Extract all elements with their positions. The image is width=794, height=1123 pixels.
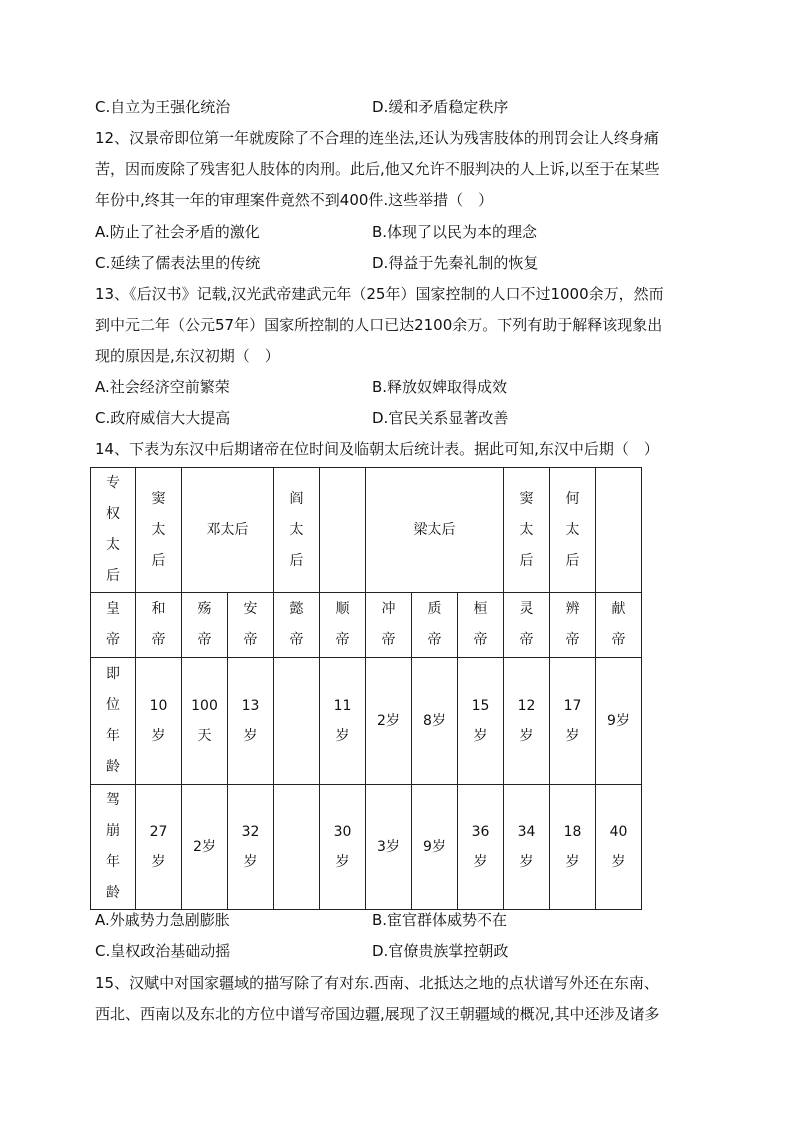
cell-text: 即 [106,666,120,682]
cell-text: 岁 [335,728,350,744]
cell-text: 权 [106,506,120,522]
accession-age [504,658,550,785]
q12-line-3: 年份中,终其一年的审理案件竟然不到400件.这些举措（ ） [95,191,494,209]
death-age [228,785,274,910]
accession-age [366,658,412,785]
cell-text: 崩 [106,823,120,839]
cell-text: 专 [106,475,120,491]
cell-text: 太 [289,521,304,538]
death-age [136,785,182,910]
emperor-name [136,593,182,658]
accession-age [458,658,504,785]
q15-line-2: 西北、西南以及东北的方位中谱写帝国边疆,展现了汉王朝疆域的概况,其中还涉及诸多 [95,1005,660,1023]
regent-cell [550,468,596,593]
cell-text: 桓 [473,601,488,617]
regent-cell [274,468,320,593]
death-age [550,785,596,910]
death-age [412,785,458,910]
cell-text: 岁 [565,728,580,744]
cell-text: 后 [289,552,304,569]
accession-age [228,658,274,785]
cell-text: 灵 [519,601,534,617]
emperor-name [550,593,596,658]
regent-cell [136,468,182,593]
death-age [320,785,366,910]
q13-option-c: C.政府威信大大提高 [95,409,231,427]
emperor-name [596,593,642,658]
cell-text: 岁 [565,854,580,870]
cell-text: 岁 [519,854,534,870]
table-row-emperor [91,593,642,658]
cell-text: 和 [151,601,166,617]
cell-text: 龄 [106,759,120,775]
cell-text: 帝 [565,632,580,648]
cell-text: 太 [519,521,534,538]
cell-text: 懿 [289,601,304,617]
cell-text: 2岁 [193,839,216,855]
cell-text: 龄 [106,885,120,901]
cell-text: 11 [333,698,352,714]
accession-age [550,658,596,785]
cell-text: 太 [106,537,120,553]
cell-text: 驾 [106,792,120,808]
cell-text: 质 [427,601,442,617]
cell-text: 献 [611,601,626,617]
emperor-name [504,593,550,658]
header-emperor [91,593,136,658]
q15-line-1: 15、汉赋中对国家疆域的描写除了有对东.西南、北抵达之地的点状谱写外还在东南、 [95,974,659,992]
cell-text: 梁太后 [413,521,456,538]
regent-cell [366,468,504,593]
cell-text: 年 [106,854,120,870]
cell-text: 窦 [519,490,534,507]
q14-option-a: A.外戚势力急剧膨胀 [95,911,230,929]
table-row-regent [91,468,642,593]
table-row-death [91,785,642,910]
emperor-name [412,593,458,658]
cell-text: 帝 [289,632,304,648]
cell-text: 岁 [335,854,350,870]
cell-text: 岁 [611,854,626,870]
cell-text: 阎 [289,490,304,507]
regent-cell [320,468,366,593]
cell-text: 18 [563,824,582,840]
header-accession [91,658,136,785]
cell-text: 岁 [519,728,534,744]
death-age [274,785,320,910]
header-regent [91,468,136,593]
cell-text: 皇 [106,601,120,617]
cell-text: 帝 [335,632,350,648]
cell-text: 15 [471,698,490,714]
accession-age [182,658,228,785]
accession-age [320,658,366,785]
cell-text: 帝 [151,632,166,648]
q12-option-c: C.延续了儒表法里的传统 [95,254,261,272]
cell-text: 岁 [243,854,258,870]
death-age [504,785,550,910]
q14-option-d: D.官僚贵族掌控朝政 [372,942,509,960]
cell-text: 12 [517,698,536,714]
cell-text: 辨 [565,601,580,617]
table-row-accession [91,658,642,785]
cell-text: 太 [151,521,166,538]
q12-line-1: 12、汉景帝即位第一年就废除了不合理的连坐法,还认为残害肢体的刑罚会让人终身痛 [95,129,659,147]
cell-text: 安 [243,601,258,617]
q12-line-2: 苦，因而废除了残害犯人肢体的肉刑。此后,他又允许不服判决的人上诉,以至于在某些 [95,160,660,178]
cell-text: 冲 [381,601,396,617]
cell-text: 帝 [197,632,212,648]
cell-text: 岁 [151,728,166,744]
cell-text: 何 [565,490,580,507]
cell-text: 岁 [243,728,258,744]
q13-line-2: 到中元二年（公元57年）国家所控制的人口已达2100余万。下列有助于解释该现象出 [95,316,663,334]
q11-option-d: D.缓和矛盾稳定秩序 [372,98,509,116]
cell-text: 40 [609,824,628,840]
q13-line-1: 13、《后汉书》记载,汉光武帝建武元年（25年）国家控制的人口不过1000余万，然而 [95,285,664,303]
death-age [596,785,642,910]
cell-text: 后 [565,552,580,569]
cell-text: 太 [565,521,580,538]
cell-text: 帝 [106,632,120,648]
cell-text: 34 [517,824,536,840]
cell-text: 10 [149,698,168,714]
regent-cell [504,468,550,593]
accession-age [274,658,320,785]
emperor-name [320,593,366,658]
cell-text: 2岁 [377,713,400,729]
cell-text: 帝 [611,632,626,648]
q11-option-c: C.自立为王强化统治 [95,98,231,116]
regent-cell [596,468,642,593]
accession-age [136,658,182,785]
q14-option-b: B.宦官群体威势不在 [372,911,508,929]
cell-text: 帝 [473,632,488,648]
cell-text: 天 [197,728,212,744]
cell-text: 后 [151,552,166,569]
emperor-name [182,593,228,658]
q12-option-b: B.体现了以民为本的理念 [372,223,538,241]
cell-text: 顺 [335,601,350,617]
death-age [182,785,228,910]
regents-table [90,467,642,910]
death-age [458,785,504,910]
cell-text: 13 [241,698,260,714]
emperor-name [366,593,412,658]
q13-option-b: B.释放奴婢取得成效 [372,378,508,396]
cell-text: 岁 [151,854,166,870]
accession-age [412,658,458,785]
cell-text: 岁 [473,854,488,870]
emperor-name [458,593,504,658]
cell-text: 9岁 [423,839,446,855]
cell-text: 邓太后 [206,521,249,538]
q13-line-3: 现的原因是,东汉初期（ ） [95,347,280,365]
cell-text: 窦 [151,490,166,507]
cell-text: 帝 [243,632,258,648]
cell-text: 32 [241,824,260,840]
accession-age [596,658,642,785]
cell-text: 3岁 [377,839,400,855]
q13-option-a: A.社会经济空前繁荣 [95,378,230,396]
cell-text: 30 [333,824,352,840]
cell-text: 9岁 [607,713,630,729]
cell-text: 8岁 [423,713,446,729]
cell-text: 后 [519,552,534,569]
cell-text: 岁 [473,728,488,744]
cell-text: 36 [471,824,490,840]
header-death [91,785,136,910]
cell-text: 帝 [519,632,534,648]
emperor-name [228,593,274,658]
cell-text: 殇 [197,601,212,617]
death-age [366,785,412,910]
q14-stem: 14、下表为东汉中后期诸帝在位时间及临朝太后统计表。据此可知,东汉中后期（ ） [95,440,659,458]
emperor-name [274,593,320,658]
cell-text: 后 [106,568,120,584]
q13-option-d: D.官民关系显著改善 [372,409,509,427]
cell-text: 100 [191,698,218,714]
cell-text: 帝 [381,632,396,648]
cell-text: 17 [563,698,582,714]
cell-text: 帝 [427,632,442,648]
q12-option-a: A.防止了社会矛盾的激化 [95,223,260,241]
cell-text: 年 [106,728,120,744]
q14-option-c: C.皇权政治基础动摇 [95,942,231,960]
regent-cell [182,468,274,593]
q12-option-d: D.得益于先秦礼制的恢复 [372,254,539,272]
cell-text: 27 [149,824,168,840]
cell-text: 位 [106,697,120,713]
